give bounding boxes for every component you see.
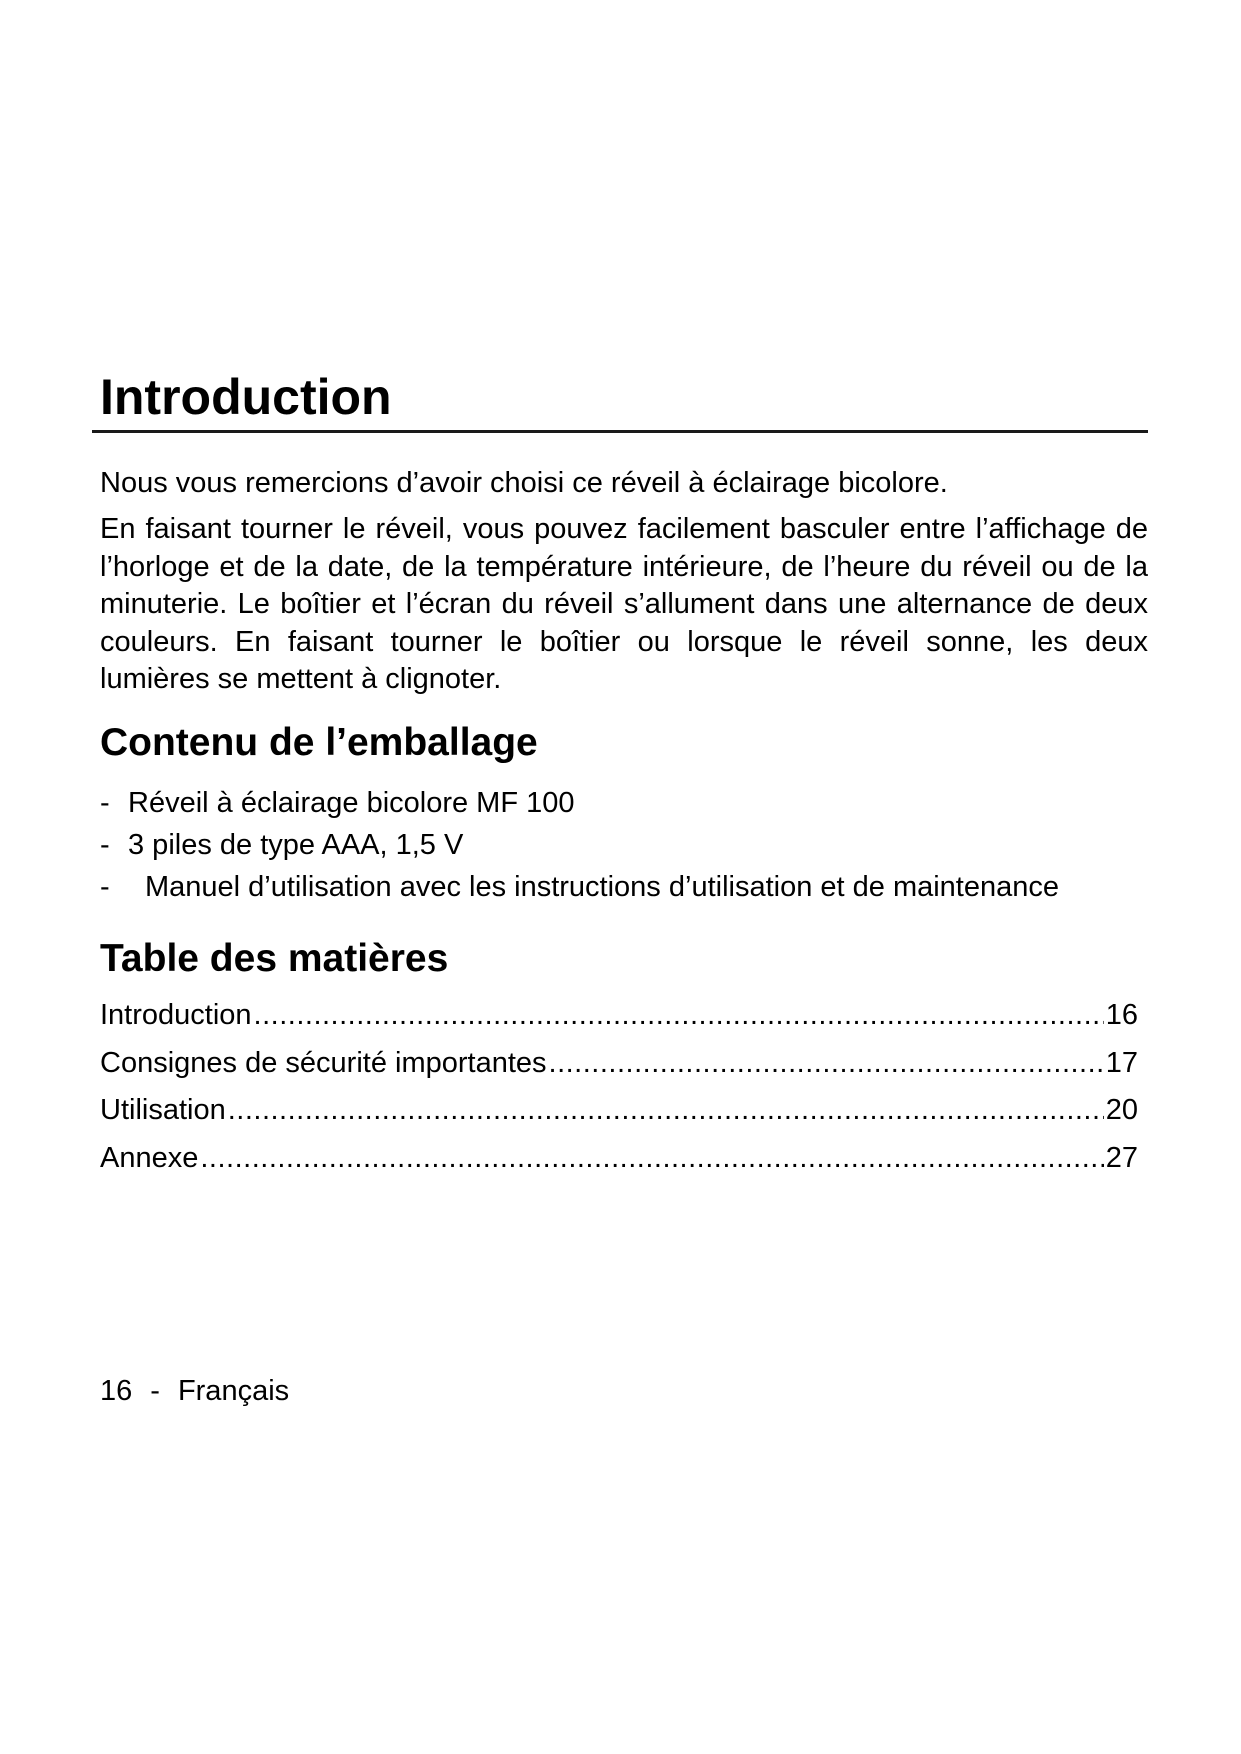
list-dash: - <box>100 787 110 819</box>
footer-page-number: 16 <box>100 1375 133 1407</box>
package-contents-heading: Contenu de l’emballage <box>100 721 538 764</box>
list-item <box>100 824 1160 866</box>
toc-entry-page: 27 <box>1105 1141 1138 1174</box>
intro-paragraph: En faisant tourner le réveil, vous pouvez facilement basculer entre l’affichage de l’horloge et de la date, de la température intérieure, de l’heure du réveil ou de la minuterie. Le boîtier et l’écran du réveil s’allument dans une alternance de deux couleurs. En faisant tourner le boîtier ou lorsque le réveil sonne, les deux lumières se mettent à clignoter. <box>100 513 1148 695</box>
toc-entry-label: Introduction <box>100 999 252 1031</box>
title-divider <box>92 430 1148 433</box>
toc-heading: Table des matières <box>100 937 449 980</box>
toc-dot-leader <box>549 1044 1104 1082</box>
toc-entry-utilisation[interactable] <box>100 1091 1138 1139</box>
list-item-text: 3 piles de type AAA, 1,5 V <box>128 829 464 861</box>
toc-entry-annexe[interactable] <box>100 1139 1138 1187</box>
toc-entry-page: 17 <box>1105 1046 1138 1079</box>
list-item-text: Réveil à éclairage bicolore MF 100 <box>128 787 575 819</box>
toc-dot-leader <box>254 996 1104 1034</box>
toc-entry-page: 16 <box>1105 999 1138 1031</box>
toc-entry-consignes[interactable] <box>100 1044 1138 1092</box>
list-dash: - <box>100 829 110 861</box>
toc-entry-label: Annexe <box>100 1141 199 1174</box>
footer-language: Français <box>177 1375 290 1407</box>
toc-entry-introduction[interactable] <box>100 996 1138 1044</box>
page-title: Introduction <box>100 369 392 425</box>
toc-entry-label: Consignes de sécurité importantes <box>100 1046 547 1079</box>
list-item <box>100 782 1160 824</box>
table-of-contents <box>100 996 1138 1186</box>
toc-dot-leader <box>200 1139 1103 1177</box>
footer-separator: - <box>150 1375 160 1407</box>
list-dash: - <box>100 871 110 903</box>
toc-dot-leader <box>228 1091 1104 1129</box>
page-footer <box>100 1372 289 1410</box>
package-contents-list <box>100 782 1160 908</box>
toc-entry-page: 20 <box>1105 1094 1138 1126</box>
list-item <box>100 866 1160 908</box>
list-item-text: Manuel d’utilisation avec les instructions d’utilisation et de maintenance <box>145 871 1060 903</box>
toc-entry-label: Utilisation <box>100 1094 226 1126</box>
intro-thanks-line: Nous vous remercions d’avoir choisi ce réveil à éclairage bicolore. <box>100 467 948 499</box>
